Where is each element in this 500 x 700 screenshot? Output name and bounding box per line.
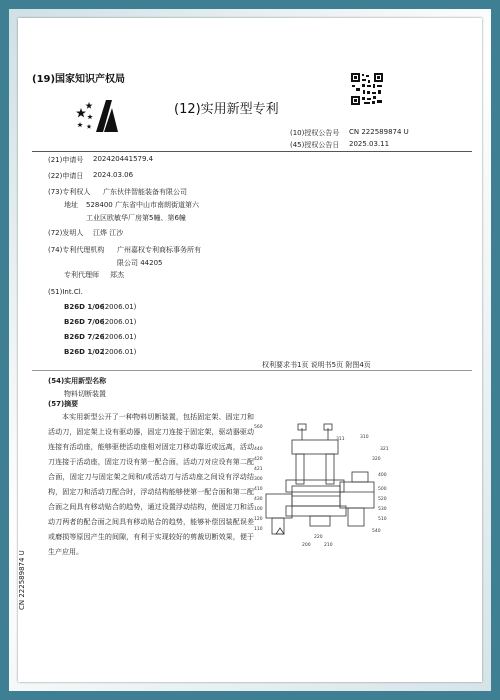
grant-number: CN 222589874 U [349, 128, 409, 136]
ipc-code: B26D 7/06 [64, 318, 105, 326]
figure-reference-label: 500 [378, 487, 387, 492]
grant-number-label: (10)授权公告号 [290, 129, 340, 137]
header-divider [32, 151, 472, 152]
figure-reference-label: 321 [380, 447, 389, 452]
application-date-label: (22)申请日 [48, 172, 84, 180]
application-number: 202420441579.4 [93, 155, 154, 163]
utility-name: 物料切断装置 [64, 390, 106, 398]
figure-reference-label: 100 [254, 507, 263, 512]
application-date: 2024.03.06 [93, 171, 134, 179]
figure-reference-label: 300 [254, 477, 263, 482]
abstract-text [48, 410, 254, 560]
figure-reference-label: 440 [254, 447, 263, 452]
figure-reference-label: 430 [254, 497, 263, 502]
ipc-code: B26D 1/02 [64, 348, 105, 356]
figure-reference-label: 510 [378, 517, 387, 522]
figure-reference-label: 410 [254, 487, 263, 492]
figure-reference-label: 220 [314, 535, 323, 540]
ipc-version: (2006.01) [102, 348, 137, 356]
issuer: (19)国家知识产权局 [32, 74, 126, 85]
pages-info: 权利要求书1页 说明书5页 附图4页 [262, 361, 371, 369]
assignee-label: (73)专利权人 [48, 188, 91, 196]
application-number-label: (21)申请号 [48, 156, 84, 164]
side-publication-code: CN 222589874 U [18, 550, 26, 610]
abstract-figure [252, 420, 392, 560]
agency-label: (74)专利代理机构 [48, 246, 105, 254]
figure-reference-label: 210 [324, 543, 333, 548]
figure-reference-label: 120 [254, 517, 263, 522]
document-type-title: (12)实用新型专利 [174, 102, 279, 117]
figure-reference-label: 311 [336, 437, 345, 442]
address-label: 地址 [64, 201, 78, 209]
agent-label: 专利代理师 [64, 271, 99, 279]
assignee: 广东伙伴智能装备有限公司 [103, 188, 187, 196]
ipc-version: (2006.01) [102, 303, 137, 311]
address-line-1: 528400 广东省中山市南朗街道第六 [86, 201, 199, 209]
grant-date: 2025.03.11 [349, 140, 390, 148]
grant-date-label: (45)授权公告日 [290, 141, 340, 149]
ipc-label: (51)Int.Cl. [48, 288, 83, 296]
section-divider [32, 370, 472, 371]
abstract-label: (57)摘要 [48, 400, 79, 408]
figure-reference-label: 540 [372, 529, 381, 534]
inventors: 江烨 江沙 [93, 229, 124, 237]
agency-line-1: 广州嘉权专利商标事务所有 [117, 246, 201, 254]
figure-reference-label: 420 [254, 457, 263, 462]
inventor-label: (72)发明人 [48, 229, 84, 237]
figure-reference-label: 110 [254, 527, 263, 532]
ipc-version: (2006.01) [102, 333, 137, 341]
agent: 郑杰 [110, 271, 124, 279]
utility-name-label: (54)实用新型名称 [48, 377, 107, 385]
figure-reference-label: 421 [254, 467, 263, 472]
figure-reference-label: 200 [302, 543, 311, 548]
figure-reference-label: 560 [254, 425, 263, 430]
ipc-code: B26D 1/06 [64, 303, 105, 311]
figure-reference-label: 320 [372, 457, 381, 462]
figure-reference-label: 520 [378, 497, 387, 502]
agency-line-2: 限公司 44205 [117, 259, 163, 267]
ipc-code: B26D 7/26 [64, 333, 105, 341]
figure-reference-label: 310 [360, 435, 369, 440]
qr-code-icon [350, 72, 384, 106]
ipc-version: (2006.01) [102, 318, 137, 326]
figure-reference-label: 530 [378, 507, 387, 512]
address-line-2: 工业区欧敏华厂房第5幢、第6幢 [86, 214, 186, 222]
figure-reference-label: 400 [378, 473, 387, 478]
abstract-paragraph: 本实用新型公开了一种物料切断装置，包括固定架、固定刀和活动刀，固定架上设有驱动器，固定刀连接于固定架，驱动器驱动连接有活动座，能够驱使活动座相对固定刀移动靠近或远离，活动刀连接于活动座，固定刀设有第一配合面，活动刀对应设有第二配合面，固定刀与固定架之间和/或活动刀与活动座之间设有浮动结构，固定刀和活动刀配合时，浮动结构能够使第一配合面和第二配合面之间具有移动贴合的趋势，通过设置浮动结构，使固定刀和活动刀两者的配合面之间具有移动贴合的趋势，能够补偿因装配误差或磨损等原因产生的间隙，有利于实现较好的剪裁切断效果，便于生产应用。 [48, 413, 254, 556]
cnipa-logo-icon [74, 98, 120, 134]
